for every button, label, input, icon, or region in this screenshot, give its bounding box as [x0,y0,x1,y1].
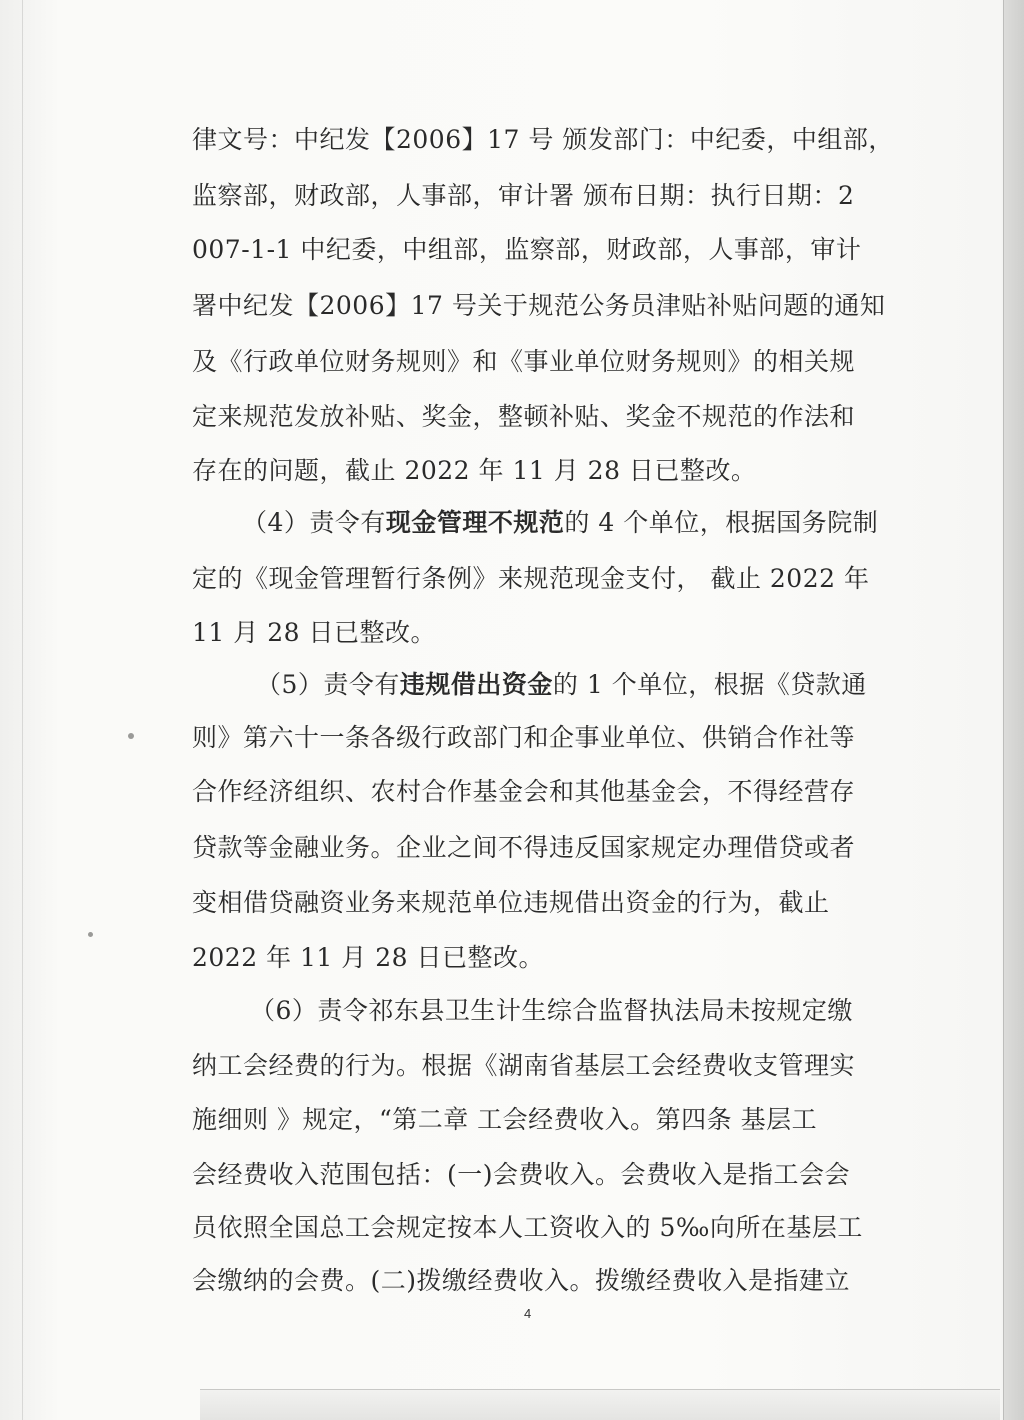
text-segment: 律文号：中纪发【2006】17 号 颁发部门：中纪委，中组部， [192,125,894,154]
text-line [242,508,878,538]
text-line [192,723,855,753]
scan-speck [128,733,134,739]
text-segment: 007-1-1 中纪委，中组部，监察部，财政部，人事部，审计 [192,235,862,264]
text-line [192,777,855,807]
text-line [192,235,861,265]
text-segment: 则》第六十一条各级行政部门和企事业单位、供销合作社等 [192,723,856,752]
emphasized-text: 违规借出资金 [399,670,553,699]
text-segment: 变相借贷融资业务来规范单位违规借出资金的行为，截止 [192,888,830,917]
text-line [192,1266,850,1296]
text-line [192,833,855,863]
text-line [192,1213,863,1243]
text-line [192,1051,855,1081]
text-segment: 会缴纳的会费。(二)拨缴经费收入。拨缴经费收入是指建立 [192,1266,851,1295]
text-line [192,888,830,918]
text-segment: 员依照全国总工会规定按本人工资收入的 5‰向所在基层工 [192,1213,863,1242]
text-segment: 合作经济组织、农村合作基金会和其他基金会，不得经营存 [192,777,856,806]
text-segment: 施细则 》规定，“第二章 工会经费收入。第四条 基层工 [192,1105,818,1134]
text-segment: （5）责令有 [256,670,400,699]
text-segment: 的 4 个单位，根据国务院制 [564,508,879,537]
text-segment: 定的《现金管理暂行条例》来规范现金支付， 截止 2022 年 [192,564,870,593]
text-line [192,181,854,211]
text-segment: 定来规范发放补贴、奖金，整顿补贴、奖金不规范的作法和 [192,402,856,431]
text-segment: 监察部，财政部，人事部，审计署 颁布日期：执行日期：2 [192,181,855,210]
text-line [192,618,436,648]
text-segment: 署中纪发【2006】17 号关于规范公务员津贴补贴问题的通知 [192,291,886,320]
text-line [250,996,853,1026]
text-line [192,943,544,973]
text-segment: 存在的问题，截止 2022 年 11 月 28 日已整改。 [192,456,757,485]
text-segment: 及《行政单位财务规则》和《事业单位财务规则》的相关规 [192,347,856,376]
text-segment: （4）责令有 [242,508,386,537]
text-segment: 会经费收入范围包括：(一)会费收入。会费收入是指工会会 [192,1160,851,1189]
page-right-edge [1003,0,1024,1420]
text-segment: 贷款等金融业务。企业之间不得违反国家规定办理借贷或者 [192,833,856,862]
text-segment: 2022 年 11 月 28 日已整改。 [192,943,544,972]
text-line [192,402,855,432]
text-line [192,1105,817,1135]
text-segment: 的 1 个单位，根据《贷款通 [552,670,867,699]
text-line [192,347,855,377]
scan-speck [88,932,93,937]
text-segment: 纳工会经费的行为。根据《湖南省基层工会经费收支管理实 [192,1051,856,1080]
page-left-edge [22,0,23,1420]
text-line [192,291,885,321]
text-segment: （6）责令祁东县卫生计生综合监督执法局未按规定缴 [250,996,853,1025]
page-number: 4 [524,1306,532,1321]
text-line [256,670,867,700]
page-bottom-edge [200,1389,1000,1420]
text-segment: 11 月 28 日已整改。 [192,618,436,647]
text-line [192,456,756,486]
text-line [192,125,894,155]
text-line [192,1160,850,1190]
emphasized-text: 现金管理不规范 [385,508,565,537]
text-line [192,564,869,594]
